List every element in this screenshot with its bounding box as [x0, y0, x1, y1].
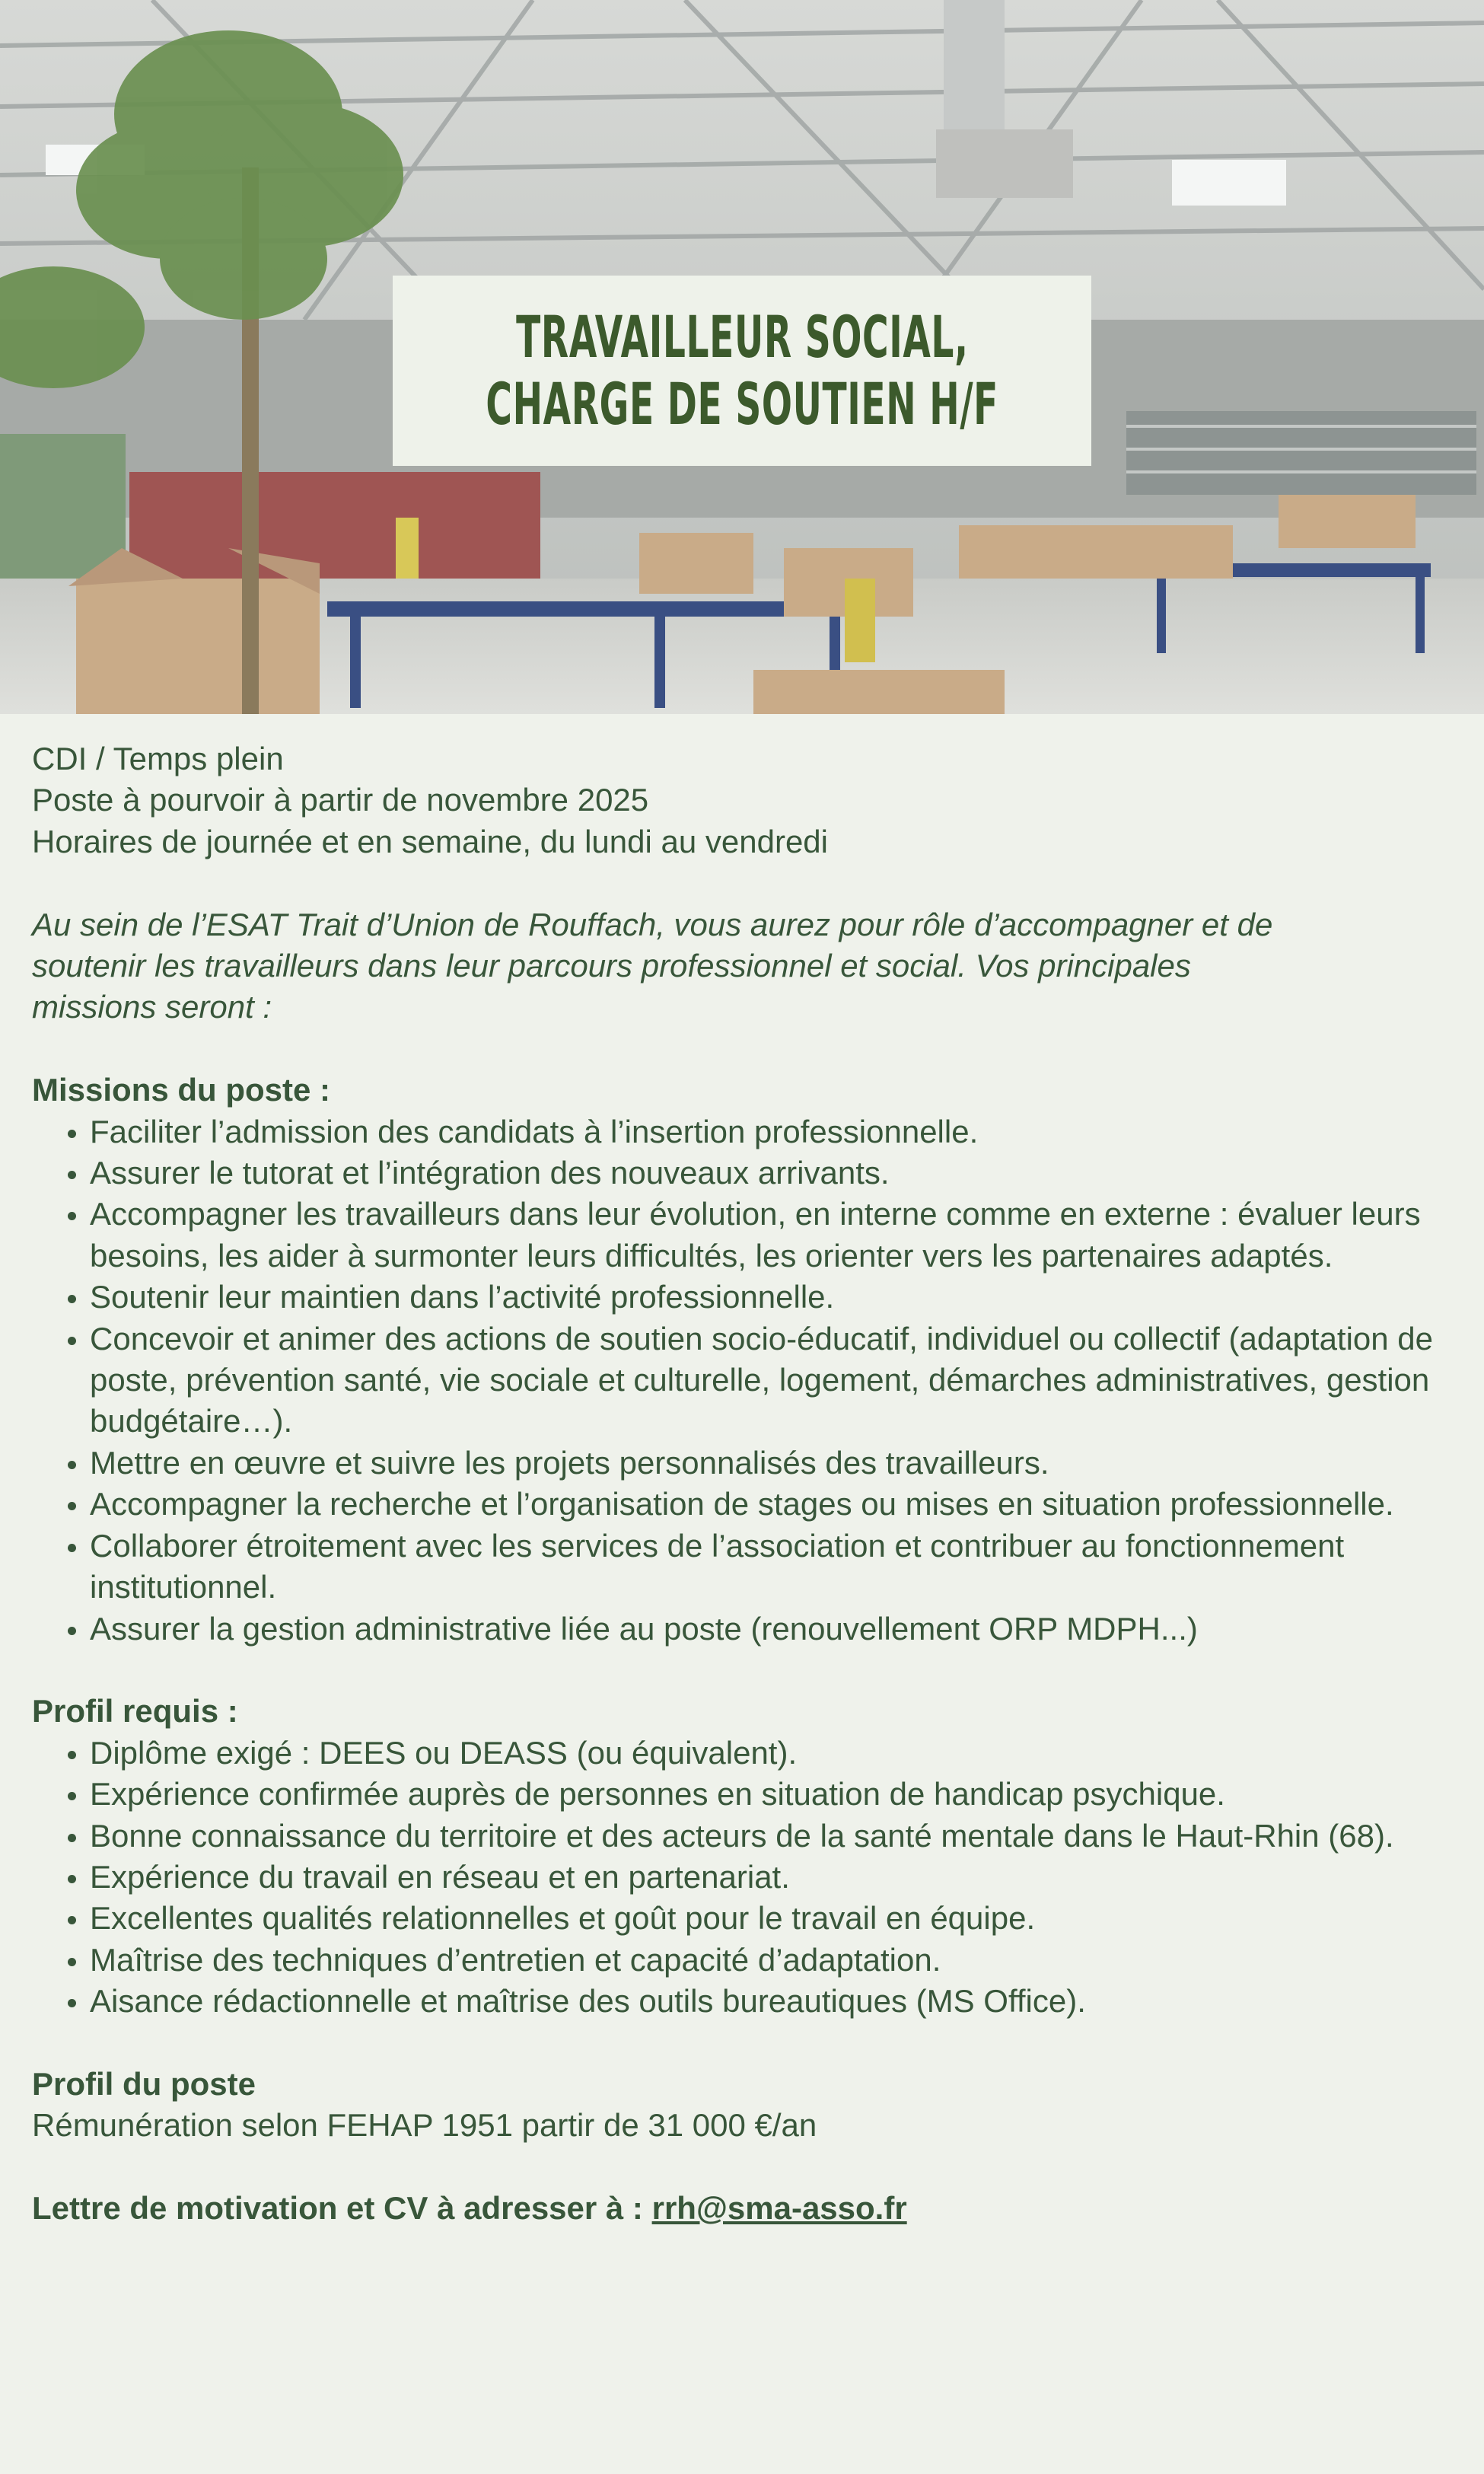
list-item: • Aisance rédactionnelle et maîtrise des outils bureautiques (MS Office). — [90, 1981, 1455, 2022]
list-item: • Concevoir et animer des actions de soutien socio-éducatif, individuel ou collectif (adaptation de poste, prévention santé, vie sociale et culturelle, logement, démarches administratives, gestion budgétaire…). — [90, 1318, 1455, 1443]
job-title-box — [393, 276, 1091, 466]
missions-heading: Missions du poste : — [32, 1072, 331, 1108]
contract-type: CDI / Temps plein — [32, 741, 284, 776]
list-item: • Soutenir leur maintien dans l’activité professionnelle. — [90, 1277, 1455, 1318]
list-item: • Diplôme exigé : DEES ou DEASS (ou équivalent). — [90, 1733, 1455, 1774]
working-hours: Horaires de journée et en semaine, du lundi au vendredi — [32, 823, 829, 859]
salary: Rémunération selon FEHAP 1951 partir de 31 000 €/an — [32, 2107, 817, 2144]
list-item: • Assurer la gestion administrative liée au poste (renouvellement ORP MDPH...) — [90, 1608, 1455, 1650]
hero-banner — [0, 0, 1484, 714]
start-date: Poste à pourvoir à partir de novembre 2025 — [32, 782, 649, 818]
list-item: • Expérience du travail en réseau et en partenariat. — [90, 1857, 1455, 1898]
missions-list — [32, 1111, 1455, 1650]
spacer — [32, 862, 1455, 904]
list-item: • Assurer le tutorat et l’intégration des nouveaux arrivants. — [90, 1153, 1455, 1194]
job-title-line-2: CHARGE DE SOUTIEN H/F — [486, 370, 998, 438]
list-item: • Maîtrise des techniques d’entretien et capacité d’adaptation. — [90, 1940, 1455, 1981]
list-item: • Collaborer étroitement avec les services de l’association et contribuer au fonctionnement institutionnel. — [90, 1526, 1455, 1608]
email-link[interactable]: rrh@sma-asso.fr — [651, 2190, 907, 2227]
list-item: • Excellentes qualités relationnelles et goût pour le travail en équipe. — [90, 1898, 1455, 1939]
list-item: • Bonne connaissance du territoire et des acteurs de la santé mentale dans le Haut-Rhin (68). — [90, 1816, 1455, 1857]
list-item: • Accompagner la recherche et l’organisation de stages ou mises en situation professionnelle. — [90, 1484, 1455, 1525]
spacer — [32, 1650, 1455, 1691]
contact-label: Lettre de motivation et CV à adresser à : — [32, 2190, 643, 2227]
list-item: • Faciliter l’admission des candidats à l’insertion professionnelle. — [90, 1111, 1455, 1153]
job-description — [32, 738, 1455, 2230]
spacer — [32, 2147, 1455, 2188]
profile-list — [32, 1733, 1455, 2023]
description-line-3: missions seront : — [32, 989, 272, 1025]
description-line-2: soutenir les travailleurs dans leur parcours professionnel et social. Vos principales — [32, 948, 1191, 984]
description-line-1: Au sein de l’ESAT Trait d’Union de Rouffach, vous aurez pour rôle d’accompagner et de — [32, 906, 1273, 942]
list-item: • Expérience confirmée auprès de personnes en situation de handicap psychique. — [90, 1774, 1455, 1815]
profile-heading: Profil requis : — [32, 1693, 238, 1730]
position-heading: Profil du poste — [32, 2065, 256, 2102]
contact-line — [32, 2188, 1455, 2229]
list-item: • Accompagner les travailleurs dans leur évolution, en interne comme en externe : évaluer leurs besoins, les aider à surmonter leurs difficultés, les orienter vers les partenaires adaptés. — [90, 1194, 1455, 1277]
spacer — [32, 2023, 1455, 2064]
spacer — [32, 1028, 1455, 1070]
job-title-line-1: TRAVAILLEUR SOCIAL, — [515, 303, 969, 371]
list-item: • Mettre en œuvre et suivre les projets personnalisés des travailleurs. — [90, 1443, 1455, 1484]
